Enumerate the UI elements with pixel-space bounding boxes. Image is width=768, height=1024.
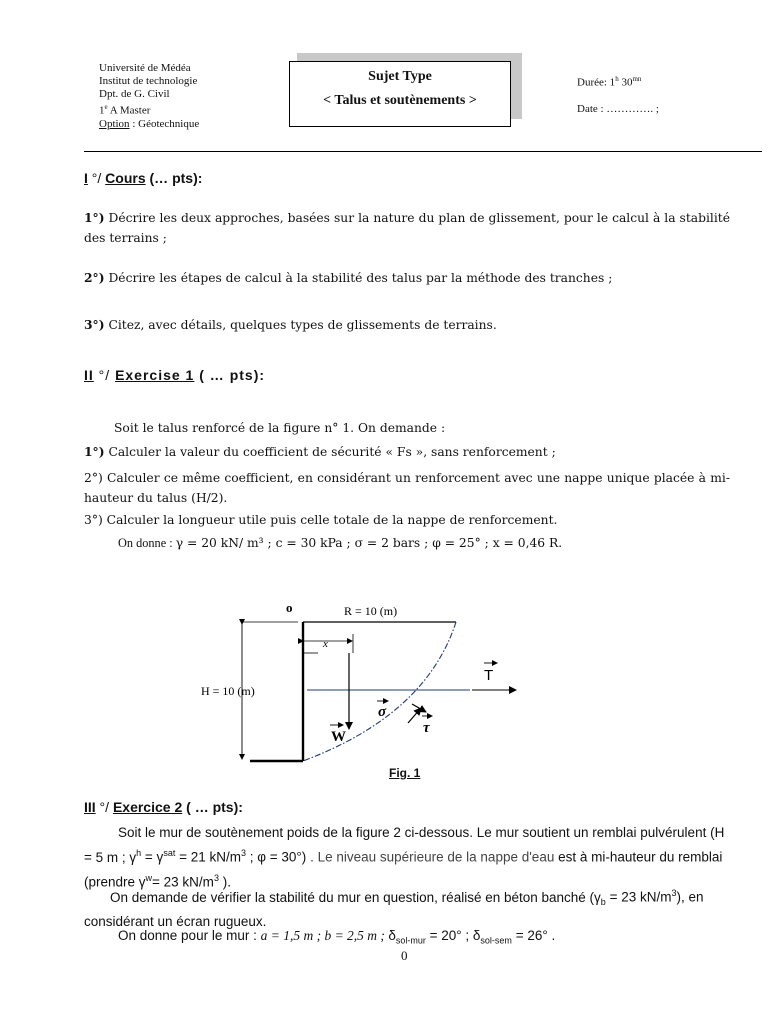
figure-1-caption: Fig. 1 [389, 766, 421, 780]
section-2-given: On donne : γ = 20 kN/ m³ ; c = 30 kPa ; σ = 2 bars ; φ = 25° ; x = 0,46 R. [118, 536, 563, 550]
level-line: 1e A Master [99, 103, 151, 117]
x-label: x [323, 638, 328, 650]
section-3-paragraph-2: On demande de vérifier la stabilité du mur en question, réalisé en béton banché ($\gamma_b = 23$ $kN/m^3$), en considérant un écran rugueux. [84, 888, 704, 930]
page-title: Sujet Type [368, 69, 432, 84]
section-3-heading: III °/ Exercice 2 ( … pts): [84, 799, 243, 815]
title-box [289, 61, 511, 127]
radius-label: R = 10 (m) [344, 604, 398, 618]
center-o-label: o [286, 600, 293, 615]
section-3-given: On donne pour le mur : a = 1,5 m ; b = 2,5 m ; $\delta_{sol-mur} = 20^\circ$ ; $\delta_{sol-sem} = 26^\circ$ . [118, 928, 556, 946]
duration: Durée: 1$^h$ $30^{mn}$ [577, 75, 642, 89]
section-2-question-2: 2°) Calculer ce même coefficient, en considérant un renforcement avec une nappe unique placée à mi-hauteur du talus (H/2). [84, 471, 730, 505]
date-field: Date : …………. ; [577, 102, 659, 115]
page-subtitle: < Talus et soutènements > [323, 93, 477, 108]
section-2-heading: II °/ Exercise 1 ( … pts): [84, 367, 266, 383]
option-line: Option : Géotechnique [99, 117, 200, 130]
tension-label: T [484, 667, 494, 684]
height-label: H = 10 (m) [201, 684, 255, 698]
exam-meta [577, 66, 659, 122]
section-1-question-3: 3°) Citez, avec détails, quelques types de glissements de terrains. [84, 317, 497, 332]
section-2-question-3: 3°) Calculer la longueur utile puis celle totale de la nappe de renforcement. [84, 513, 558, 527]
section-1-question-2: 2°) Décrire les étapes de calcul à la stabilité des talus par la méthode des tranches ; [84, 270, 613, 285]
header-divider [84, 151, 762, 152]
institution-block [99, 62, 199, 131]
figure-1-slope-diagram [190, 595, 540, 780]
weight-label: W [331, 729, 346, 745]
tau-label: τ [423, 720, 430, 736]
institution-line: Institut de technologie [99, 75, 198, 87]
section-1-question-1: 1°) Décrire les deux approches, basées sur la nature du plan de glissement, pour le calcul à la stabilité des terrains ; [84, 210, 730, 245]
sigma-label: σ [378, 704, 387, 720]
section-2-question-1: 1°) Calculer la valeur du coefficient de sécurité « Fs », sans renforcement ; [84, 444, 556, 459]
institution-line: Dpt. de G. Civil [99, 88, 170, 100]
page-number: 0 [401, 948, 408, 963]
section-2-intro: Soit le talus renforcé de la figure n° 1. On demande : [114, 421, 446, 435]
section-3-paragraph-1: Soit le mur de soutènement poids de la figure 2 ci-dessous. Le mur soutient un remblai pulvérulent (H = 5 m ; $\gamma^h = \gamma^{sat} = 21$ $kN/m^3$ ; φ = 30°) . Le niveau supérieure de la nappe d'eau est à mi-hauteur du remblai (prendre $\gamma^w= 23$ $kN/m^3$ ). [84, 825, 725, 889]
institution-line: Université de Médéa [99, 62, 191, 74]
sigma-arrow [408, 708, 421, 723]
section-1-heading: I °/ Cours (… pts): [84, 170, 203, 186]
